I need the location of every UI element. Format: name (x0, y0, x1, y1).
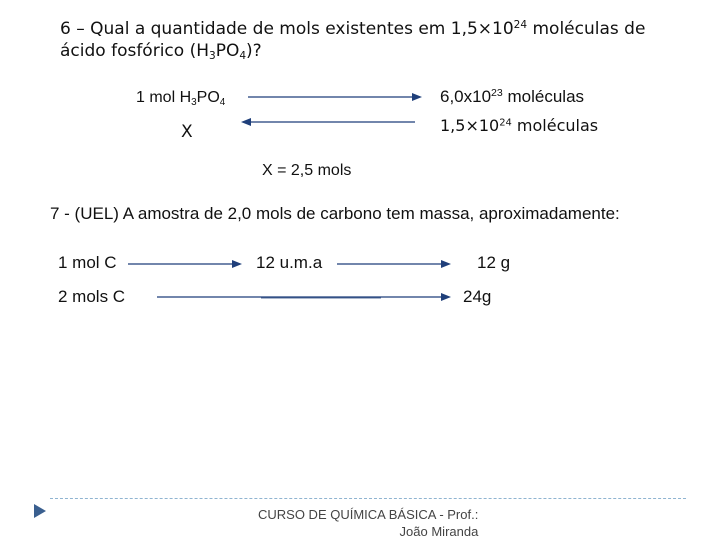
calc6-row2-right (440, 116, 598, 135)
question-6-title-line1 (60, 19, 645, 39)
calc6-mol-text: 1 mol H (136, 89, 192, 106)
q6-line2-a: ácido fosfórico (H (60, 41, 209, 61)
calc6-result: X = 2,5 mols (262, 162, 352, 179)
calc6-po-text: PO (196, 89, 220, 106)
footer-course-line: CURSO DE QUÍMICA BÁSICA - Prof.: (258, 507, 479, 522)
triangle-right-icon[interactable] (33, 503, 47, 519)
calc6-avogadro-a: 6,0x10 (440, 87, 492, 106)
q6-sub-4: 4 (239, 50, 247, 63)
calc7-row1-arrow-2 (337, 258, 455, 270)
q6-sub-3: 3 (209, 50, 216, 63)
q6-line2-end: )? (246, 41, 262, 61)
calc6-row2-arrow (241, 116, 421, 128)
calc6-given-a: 1,5×10 (440, 116, 500, 135)
question-7-title: 7 - (UEL) A amostra de 2,0 mols de carbono tem massa, aproximadamente: (50, 204, 620, 223)
calc6-given-exp: 24 (499, 117, 512, 129)
calc7-row2-col1: 2 mols C (58, 287, 126, 306)
footer-divider (50, 498, 686, 499)
calc6-sub-4: 4 (219, 96, 226, 108)
calc6-avogadro-b: moléculas (502, 87, 585, 106)
calc7-row1-arrow-1 (128, 258, 246, 270)
calc7-row1-col2: 12 u.m.a (256, 253, 323, 272)
footer-author-line: João Miranda (399, 524, 479, 539)
question-6-title-line2 (60, 41, 262, 61)
q6-text-b: moléculas de (527, 19, 646, 39)
calc7-row2-col3: 24g (463, 287, 492, 306)
calc6-row2-left: X (181, 122, 193, 142)
calc6-row1-left (136, 89, 225, 107)
q6-text-a: 6 – Qual a quantidade de mols existentes em 1,5×10 (60, 19, 514, 39)
calc6-sub-3: 3 (191, 96, 197, 108)
calc6-given-b: moléculas (511, 116, 599, 135)
calc6-row1-arrow (248, 91, 428, 103)
calc6-row1-right (440, 87, 584, 107)
footer-credit (258, 506, 478, 540)
q6-exponent: 24 (513, 19, 528, 32)
calc6-avogadro-exp: 23 (491, 87, 503, 100)
q6-line2-po: PO (215, 41, 240, 61)
calc7-row2-arrow (157, 291, 457, 303)
calc7-row1-col1: 1 mol C (58, 253, 117, 272)
calc7-row1-col3: 12 g (477, 253, 511, 272)
